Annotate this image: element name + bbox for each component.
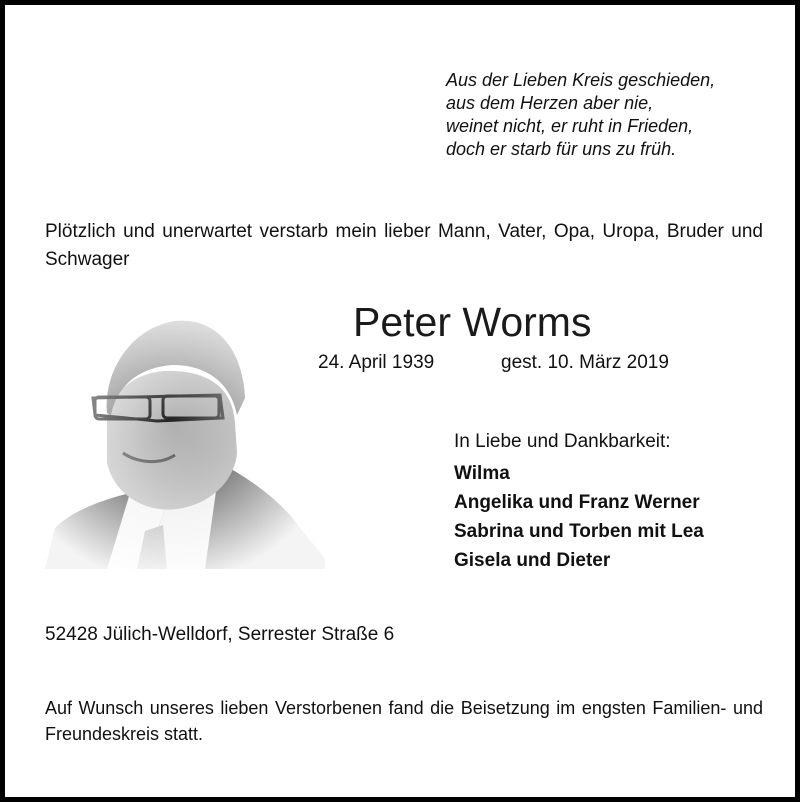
deceased-name: Peter Worms	[353, 299, 592, 345]
mourner-name: Gisela und Dieter	[454, 550, 611, 571]
intro-text: Plötzlich und unerwartet verstarb mein lieber Mann, Vater, Opa, Uropa, Bruder und Schwager	[45, 221, 763, 270]
birth-date: 24. April 1939	[318, 352, 435, 373]
mourners-list	[454, 459, 704, 575]
verse-line: aus dem Herzen aber nie,	[446, 93, 654, 113]
death-date: gest. 10. März 2019	[501, 352, 669, 373]
mourner-name: Angelika und Franz Werner	[454, 492, 700, 513]
verse-line: Aus der Lieben Kreis geschieden,	[446, 70, 716, 90]
life-dates	[318, 350, 669, 376]
mourners-heading: In Liebe und Dankbarkeit:	[454, 431, 671, 452]
verse-line: doch er starb für uns zu früh.	[446, 139, 677, 159]
mourner-name: Wilma	[454, 463, 510, 484]
mourner-name: Sabrina und Torben mit Lea	[454, 521, 704, 542]
memorial-verse	[446, 69, 715, 161]
portrait-photo	[45, 303, 325, 569]
closing-note: Auf Wunsch unseres lieben Verstorbenen fand die Beisetzung im engsten Familien- und Freundeskreis statt.	[45, 698, 763, 744]
address: 52428 Jülich-Welldorf, Serrester Straße 6	[45, 624, 395, 645]
verse-line: weinet nicht, er ruht in Frieden,	[446, 116, 694, 136]
